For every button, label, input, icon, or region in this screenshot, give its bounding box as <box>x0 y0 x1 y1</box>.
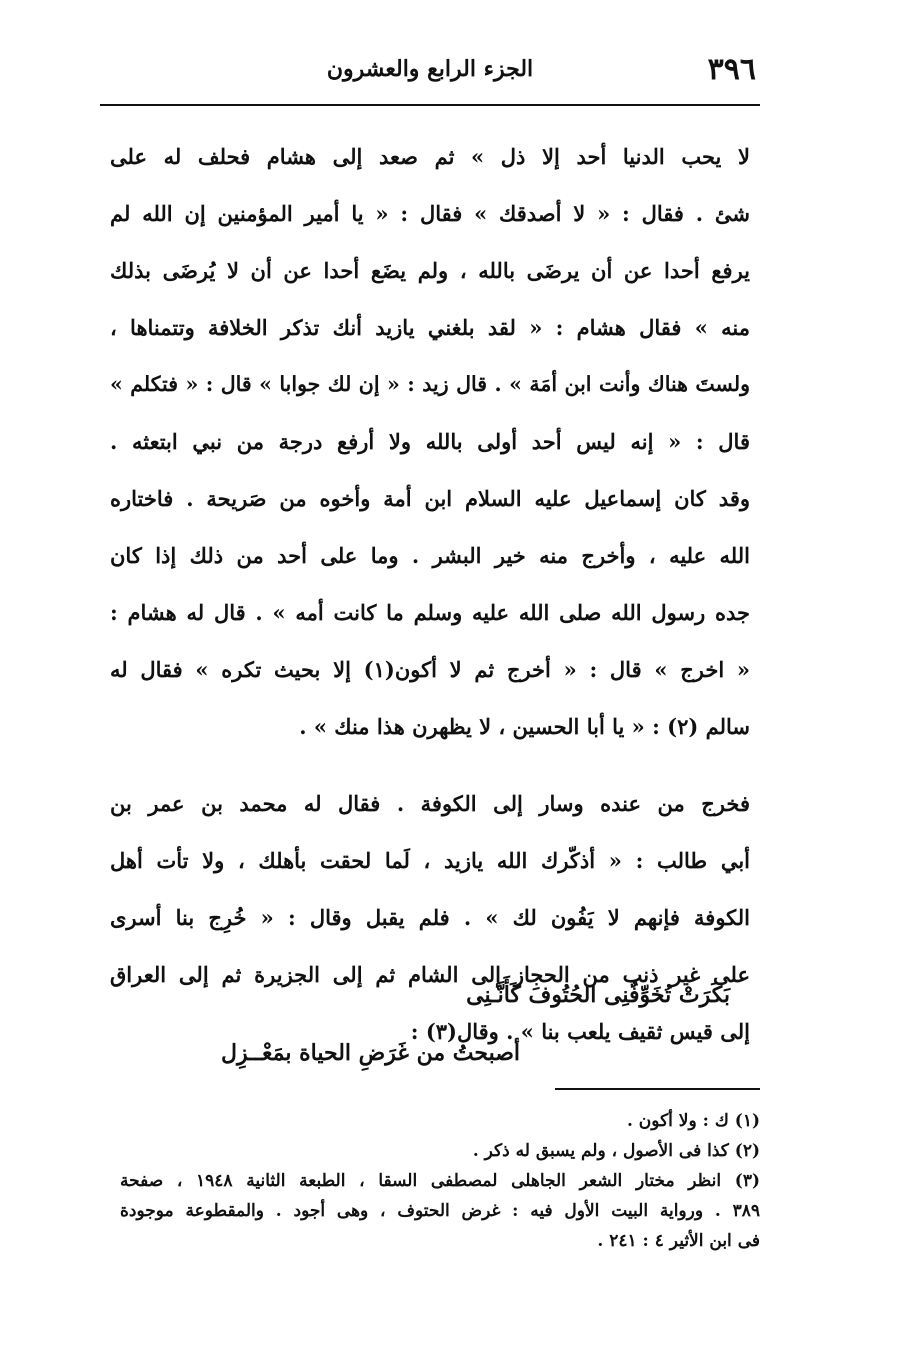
footnote: (٣) انظر مختار الشعر الجاهلى لمصطفى السقا ، الطبعة الثانية ١٩٤٨ ، صفحة <box>120 1171 760 1191</box>
text-line: قال : « إنه ليس أحد أولى بالله ولا أرفع درجة من نبي ابتعثه . <box>110 429 750 454</box>
body-text <box>110 128 750 1060</box>
poem-line-1: بَكَرَتْ تُخَوِّفُنِى الحُتُوفَ كَأَنَّـنِى <box>466 982 730 1008</box>
text-line: سالم (٢) : « يا أبا الحسين ، لا يظهرن هذا منك » . <box>299 714 750 739</box>
text-line: أبي طالب : « أذكّرك الله يازيد ، لَما لحقت بأهلك ، ولا تأت أهل <box>110 848 751 873</box>
footnote: ٣٨٩ . ورواية البيت الأول فيه : غرض الحتوف ، وهى أجود . والمقطوعة موجودة <box>120 1201 760 1221</box>
text-line: شئ . فقال : « لا أصدقك » فقال : « يا أمير المؤمنين إن الله لم <box>110 201 750 226</box>
text-line: الله عليه ، وأخرج منه خير البشر . وما على أحد من ذلك إذا كان <box>110 543 750 568</box>
footnote: (٢) كذا فى الأصول ، ولم يسبق له ذكر . <box>472 1141 760 1161</box>
footnote: فى ابن الأثير ٤ : ٢٤١ . <box>597 1231 760 1251</box>
text-line: الكوفة فإنهم لا يَفُون لك » . فلم يقبل وقال : « خُرِج بنا أسرى <box>110 905 750 930</box>
paragraph-gap <box>110 755 750 775</box>
page-number: ٣٩٦ <box>707 52 756 87</box>
text-line: جده رسول الله صلى الله عليه وسلم ما كانت أمه » . قال له هشام : <box>110 600 750 625</box>
paragraph-1 <box>110 128 750 755</box>
text-line: لا يحب الدنيا أحد إلا ذل » ثم صعد إلى هشام فحلف له على <box>110 144 750 169</box>
header-rule <box>100 104 760 106</box>
footnote: (١) ك : ولا أكون . <box>626 1111 760 1131</box>
poem-line-2: أصبحتُ من غَرَضِ الحياة بمَعْــزِل <box>221 1040 520 1066</box>
text-line: على غير ذنب من الحجاز إلى الشام ثم إلى الجزيرة ثم إلى العراق <box>110 962 750 987</box>
text-line: يرفع أحدا عن أن يرضَى بالله ، ولم يضَع أحدا عن أن لا يُرضَى بذلك <box>110 258 750 283</box>
text-line: ولستَ هناك وأنت ابن أمَة » . قال زيد : « إن لك جوابا » قال : « فتكلم » <box>110 372 750 396</box>
paragraph-2 <box>110 775 750 1060</box>
page-header <box>100 52 760 92</box>
text-line: منه » فقال هشام : « لقد بلغني يازيد أنك تذكر الخلافة وتتمناها ، <box>110 315 750 340</box>
text-line: « اخرج » قال : « أخرج ثم لا أكون(١) إلا بحيث تكره » فقال له <box>110 657 751 682</box>
running-head: الجزء الرابع والعشرون <box>326 56 534 82</box>
footnotes <box>120 1106 760 1256</box>
text-line: فخرج من عنده وسار إلى الكوفة . فقال له محمد بن عمر بن <box>110 791 750 816</box>
text-line: وقد كان إسماعيل عليه السلام ابن أمة وأخوه من صَريحة . فاختاره <box>110 486 750 511</box>
footnote-rule <box>555 1088 760 1090</box>
text-line: إلى قيس ثقيف يلعب بنا » . وقال(٣) : <box>410 1019 750 1044</box>
